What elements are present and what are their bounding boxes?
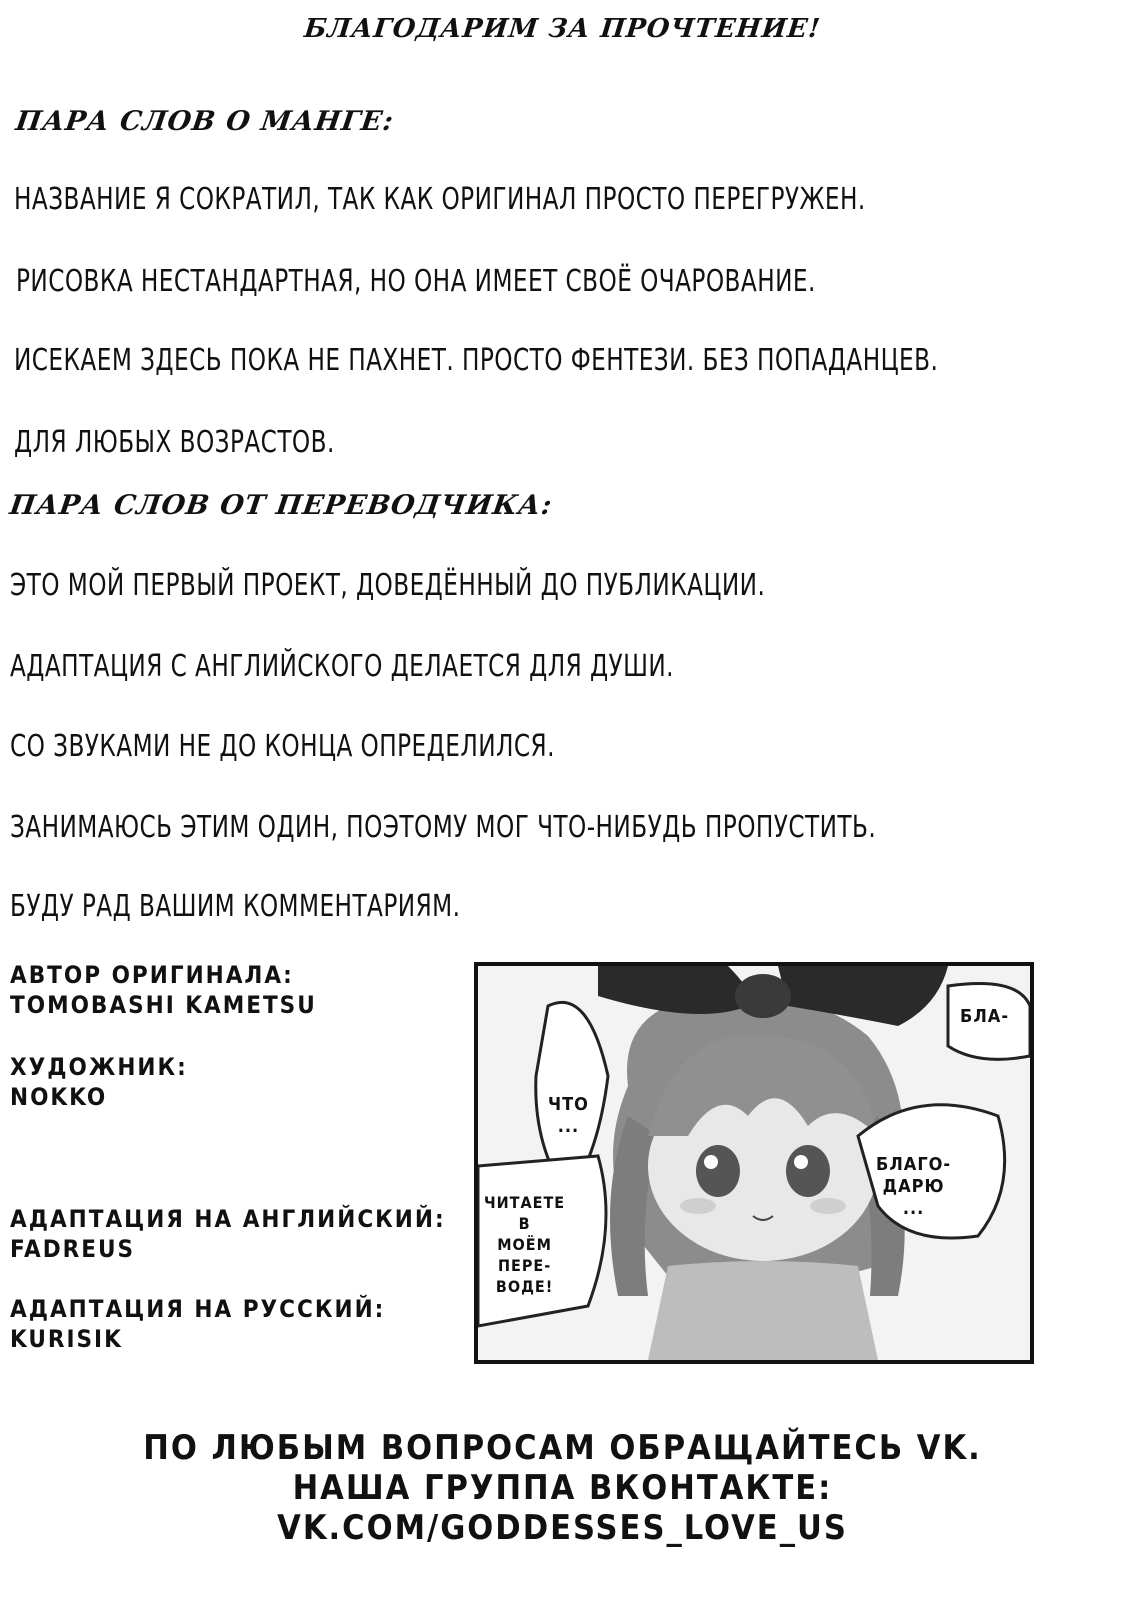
bubble-chto: ЧТО ... (548, 1094, 589, 1137)
manga-note-4: ДЛЯ ЛЮБЫХ ВОЗРАСТОВ. (14, 425, 335, 460)
credit-russian-adaptation (10, 1294, 385, 1354)
bubble-chitaete: ЧИТАЕТЕ В МОЁМ ПЕРЕ- ВОДЕ! (484, 1193, 566, 1296)
credit-value: NOKKO (10, 1083, 108, 1111)
manga-panel (474, 962, 1034, 1364)
manga-note-1: НАЗВАНИЕ Я СОКРАТИЛ, ТАК КАК ОРИГИНАЛ ПРОСТО ПЕРЕГРУЖЕН. (14, 182, 866, 217)
credit-label: АДАПТАЦИЯ НА РУССКИЙ: (10, 1295, 386, 1323)
translator-note-3: СО ЗВУКАМИ НЕ ДО КОНЦА ОПРЕДЕЛИЛСЯ. (10, 729, 555, 764)
translator-note-1: ЭТО МОЙ ПЕРВЫЙ ПРОЕКТ, ДОВЕДЁННЫЙ ДО ПУБЛИКАЦИИ. (10, 568, 766, 603)
credit-value: KURISIK (10, 1325, 123, 1353)
translator-note-4: ЗАНИМАЮСЬ ЭТИМ ОДИН, ПОЭТОМУ МОГ ЧТО-НИБУДЬ ПРОПУСТИТЬ. (10, 810, 877, 845)
contacts-line-2: НАША ГРУППА ВКОНТАКТЕ: (292, 1468, 833, 1508)
credit-label: АДАПТАЦИЯ НА АНГЛИЙСКИЙ: (10, 1205, 446, 1233)
manga-note-2: РИСОВКА НЕСТАНДАРТНАЯ, НО ОНА ИМЕЕТ СВОЁ ОЧАРОВАНИЕ. (16, 264, 816, 299)
manga-note-3: ИСЕКАЕМ ЗДЕСЬ ПОКА НЕ ПАХНЕТ. ПРОСТО ФЕНТЕЗИ. БЕЗ ПОПАДАНЦЕВ. (14, 343, 939, 378)
translator-section-heading: ПАРА СЛОВ ОТ ПЕРЕВОДЧИКА: (7, 490, 555, 521)
page-title: БЛАГОДАРИМ ЗА ПРОЧТЕНИЕ! (302, 14, 823, 44)
credit-original-author (10, 960, 317, 1020)
contacts-link[interactable]: VK.COM/GODDESSES_LOVE_US (277, 1508, 848, 1548)
bubble-blagodaryu: БЛАГО- ДАРЮ ... (876, 1154, 952, 1219)
credit-value: FADREUS (10, 1235, 136, 1263)
bubble-bla: БЛА- (960, 1006, 1010, 1027)
contacts-line-1: ПО ЛЮБЫМ ВОПРОСАМ ОБРАЩАЙТЕСЬ VK. (143, 1428, 982, 1468)
credit-label: АВТОР ОРИГИНАЛА: (10, 961, 294, 989)
contacts-block (0, 1428, 1125, 1548)
credit-english-adaptation (10, 1204, 446, 1264)
credit-label: ХУДОЖНИК: (10, 1053, 188, 1081)
manga-section-heading: ПАРА СЛОВ О МАНГЕ: (13, 106, 396, 137)
translator-note-5: БУДУ РАД ВАШИМ КОММЕНТАРИЯМ. (10, 889, 461, 924)
translator-note-2: АДАПТАЦИЯ С АНГЛИЙСКОГО ДЕЛАЕТСЯ ДЛЯ ДУШИ. (10, 649, 674, 684)
credit-artist (10, 1052, 188, 1112)
credit-value: TOMOBASHI KAMETSU (10, 991, 317, 1019)
